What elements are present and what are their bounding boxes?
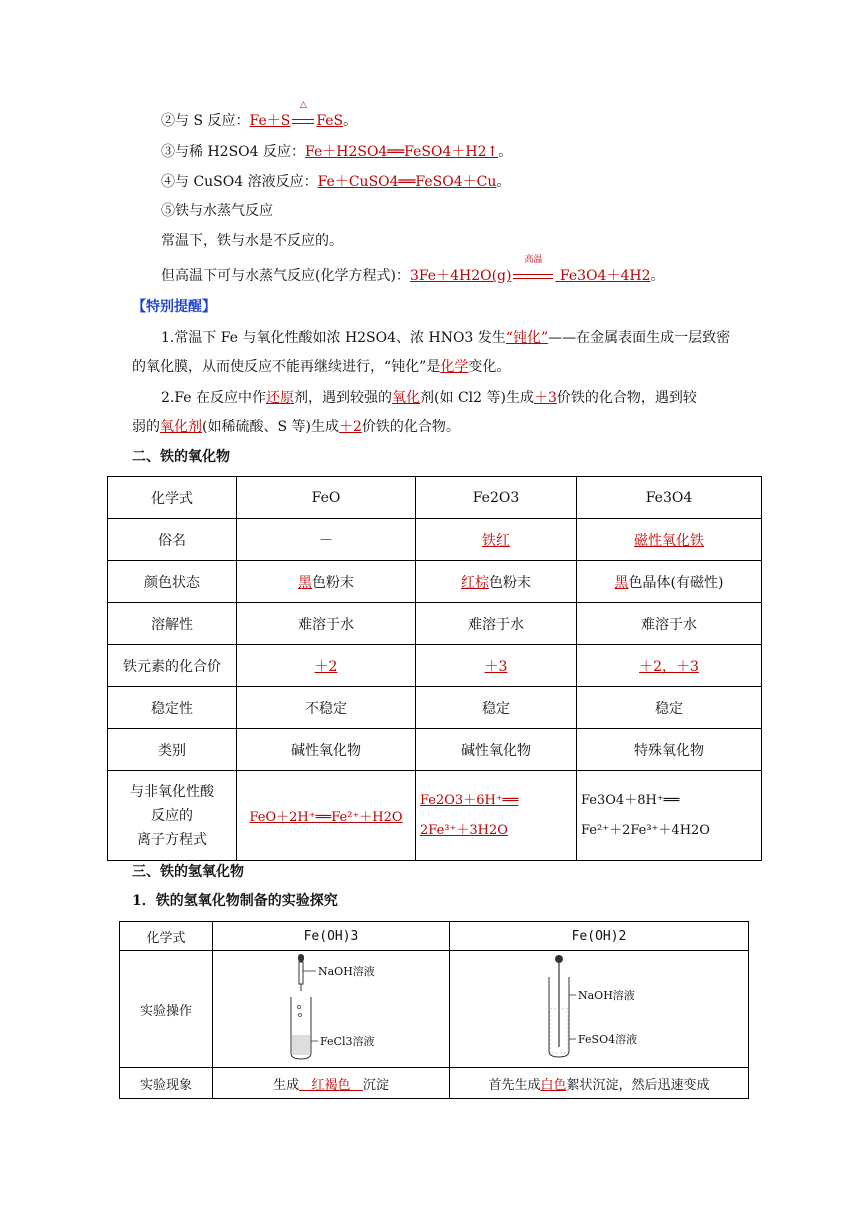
tip-2-line-2: 弱的氧化剂(如稀硫酸、S 等)生成＋2价铁的化合物。 — [132, 419, 460, 435]
table-row: 铁元素的化合价 ＋2 ＋3 ＋2，＋3 — [108, 645, 762, 687]
header-cell: Fe2O3 — [416, 477, 577, 519]
equation-fe-cuso4: Fe＋CuSO4══FeSO4＋Cu — [317, 174, 497, 190]
table-row: 稳定性 不稳定 稳定 稳定 — [108, 687, 762, 729]
hydroxides-table — [119, 921, 749, 1099]
tip-2-line-1: 2.Fe 在反应中作还原剂，遇到较强的氧化剂(如 Cl2 等)生成＋3价铁的化合物，遇到较 — [161, 390, 697, 406]
test-tube-dropper-icon — [241, 951, 421, 1063]
tip-1-line-1: 1.常温下 Fe 与氧化性酸如浓 H2SO4、浓 HNO3 发生“钝化”——在金属表面生成一层致密 — [161, 330, 731, 346]
svg-text:NaOH溶液: NaOH溶液 — [578, 989, 635, 1002]
tip-1-line-2: 的氧化膜，从而使反应不能再继续进行，“钝化”是化学变化。 — [132, 359, 511, 375]
table-row: 与非氧化性酸 反应的 离子方程式 FeO＋2H⁺══Fe²⁺＋H2O Fe2O3＋6H⁺══ 2Fe³⁺＋3H2O Fe3O4＋8H⁺══ Fe²⁺＋2Fe³⁺＋4H2O — [108, 771, 762, 861]
test-tube-long-dropper-icon — [499, 951, 699, 1063]
table-row: 实验操作 NaOH溶液 FeCl3溶液 NaOH溶液 FeSO4溶液 — [120, 951, 749, 1068]
section-3-title: 三、铁的氢氧化物 — [132, 864, 244, 880]
table-row: 俗名 － 铁红 磁性氧化铁 — [108, 519, 762, 561]
equation-fe-s: Fe＋S △ FeS — [249, 100, 344, 129]
svg-text:NaOH溶液: NaOH溶液 — [318, 965, 375, 978]
paragraph-room-temp: 常温下，铁与水是不反应的。 — [161, 233, 343, 249]
reaction-steam-title: ⑤铁与水蒸气反应 — [161, 203, 273, 219]
table-row: 类别 碱性氧化物 碱性氧化物 特殊氧化物 — [108, 729, 762, 771]
svg-text:FeSO4溶液: FeSO4溶液 — [578, 1033, 638, 1046]
reaction-s: ②与 S 反应：Fe＋S △ FeS。 — [161, 100, 358, 129]
svg-text:FeCl3溶液: FeCl3溶液 — [320, 1035, 375, 1048]
table-row: 实验现象 生成 红褐色 沉淀 首先生成白色絮状沉淀，然后迅速变成 — [120, 1068, 749, 1099]
reaction-h2so4: ③与稀 H2SO4 反应：Fe＋H2SO4══FeSO4＋H2↑。 — [161, 144, 513, 160]
table-row: 溶解性 难溶于水 难溶于水 难溶于水 — [108, 603, 762, 645]
equation-steam: 3Fe＋4H2O(g) 高温 Fe3O4＋4H2 — [409, 255, 651, 284]
paragraph-high-temp: 但高温下可与水蒸气反应(化学方程式)：3Fe＋4H2O(g) 高温 Fe3O4＋4H2。 — [161, 255, 665, 284]
tip-heading: 【特别提醒】 — [132, 299, 216, 315]
header-cell: FeO — [237, 477, 416, 519]
section-2-title: 二、铁的氧化物 — [132, 449, 230, 465]
table-row: 颜色状态 黑色粉末 红棕色粉末 黑色晶体(有磁性) — [108, 561, 762, 603]
equation-fe-h2so4: Fe＋H2SO4══FeSO4＋H2↑ — [305, 144, 499, 160]
section-3-subtitle: 1．铁的氢氧化物制备的实验探究 — [132, 893, 338, 909]
header-cell: Fe3O4 — [577, 477, 762, 519]
reaction-cuso4: ④与 CuSO4 溶液反应：Fe＋CuSO4══FeSO4＋Cu。 — [161, 174, 511, 190]
table-header-row — [108, 477, 762, 519]
header-cell: 化学式 — [108, 477, 237, 519]
figure-feso4-experiment — [450, 951, 749, 1068]
oxides-table — [107, 476, 762, 861]
figure-fecl3-experiment — [213, 951, 450, 1068]
table-header-row: 化学式 Fe(OH)3 Fe(OH)2 — [120, 922, 749, 951]
